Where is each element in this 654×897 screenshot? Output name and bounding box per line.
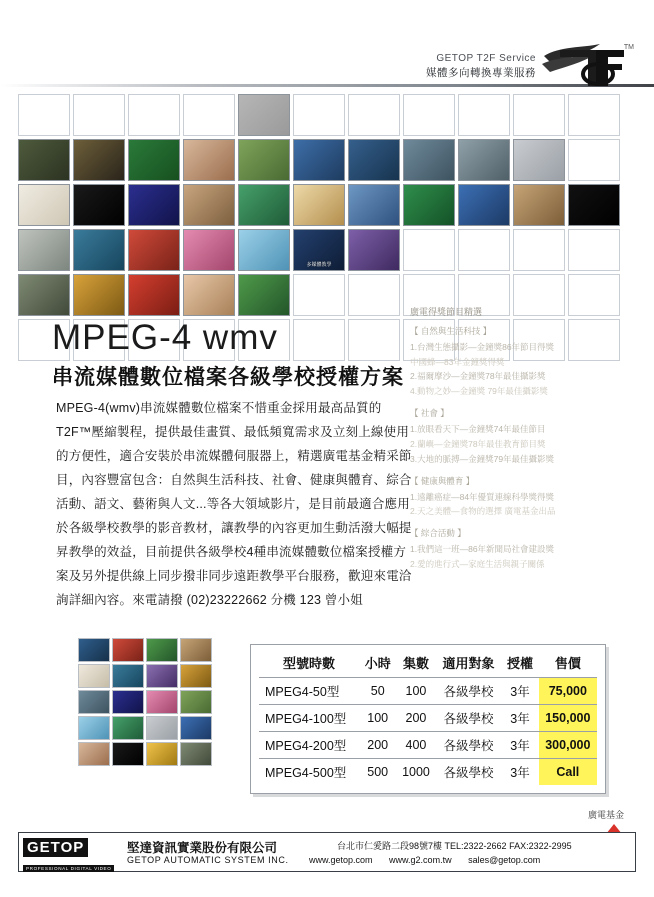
thumbnail-t-2-9 xyxy=(458,139,510,181)
thumbnail-t-3-5 xyxy=(238,184,290,226)
thumbnail-t-3-3 xyxy=(128,184,180,226)
thumbnail-row xyxy=(18,184,632,226)
column-header-hours: 小時 xyxy=(364,656,391,671)
awards-group-title: 【 綜合活動 】 xyxy=(410,528,466,539)
thumbnail-image xyxy=(184,140,234,180)
thumbnail-image xyxy=(569,95,619,135)
column-header-target: 適用對象 xyxy=(442,656,495,671)
awards-group xyxy=(410,324,620,399)
thumbnail-image xyxy=(404,140,454,180)
table-row xyxy=(259,732,597,759)
mini-thumbnail xyxy=(180,638,212,662)
thumbnail-t-1-5 xyxy=(238,94,290,136)
pricing-table xyxy=(250,644,606,794)
getop-logo xyxy=(23,838,119,875)
awards-item: 2.福爾摩沙—金鐘獎78年最佳攝影獎 xyxy=(410,371,546,382)
thumbnail-image xyxy=(459,230,509,270)
cell-license: 3年 xyxy=(501,705,538,732)
thumbnail-image xyxy=(74,230,124,270)
company-address: 台北市仁愛路二段98號7樓 TEL:2322-2662 FAX:2322-2995 xyxy=(337,841,572,851)
awards-group xyxy=(410,474,620,520)
thumbnail-row xyxy=(18,229,632,271)
thumbnail-t-3-4 xyxy=(183,184,235,226)
website-link-2[interactable]: www.g2.com.tw xyxy=(389,855,452,865)
thumbnail-image xyxy=(294,95,344,135)
thumbnail-image xyxy=(569,140,619,180)
brand-en-label: GETOP T2F Service xyxy=(436,53,536,64)
column-header-license: 授權 xyxy=(507,656,534,671)
thumbnail-t-2-2 xyxy=(73,139,125,181)
thumbnail-image xyxy=(404,185,454,225)
brand-cn-label: 媒體多向轉換專業服務 xyxy=(426,66,536,79)
thumbnail-t-2-7 xyxy=(348,139,400,181)
company-contacts xyxy=(309,855,554,865)
thumbnail-image xyxy=(514,95,564,135)
thumbnail-t-5-5 xyxy=(238,274,290,316)
thumbnail-t-3-6 xyxy=(293,184,345,226)
mini-thumbnail-row xyxy=(78,716,218,740)
thumbnail-image xyxy=(19,95,69,135)
thumbnail-t-5-4 xyxy=(183,274,235,316)
thumbnail-t-3-1 xyxy=(18,184,70,226)
awards-item: 1.我們這一班—86年新聞局社會建設獎 xyxy=(410,544,555,555)
thumbnail-image xyxy=(349,185,399,225)
thumbnail-t-1-10 xyxy=(513,94,565,136)
cell-license: 3年 xyxy=(501,678,538,705)
cell-model: MPEG4-200型 xyxy=(259,732,359,759)
thumbnail-image xyxy=(129,185,179,225)
column-header-price: 售價 xyxy=(554,656,581,671)
cell-price: 150,000 xyxy=(539,705,597,732)
mini-thumbnail xyxy=(146,716,178,740)
thumbnail-image xyxy=(514,230,564,270)
mini-thumbnail xyxy=(78,742,110,766)
thumbnail-image xyxy=(459,185,509,225)
thumbnail-image xyxy=(239,230,289,270)
thumbnail-image xyxy=(129,95,179,135)
thumbnail-image xyxy=(239,140,289,180)
mini-thumbnail xyxy=(112,664,144,688)
awards-group xyxy=(410,526,620,572)
table-row xyxy=(259,678,597,705)
thumbnail-image xyxy=(404,230,454,270)
thumbnail-t-2-4 xyxy=(183,139,235,181)
awards-item: 2.愛的進行式—家庭生活與親子關係 xyxy=(410,559,545,569)
awards-item: 3.大地的脈搏—金鐘獎79年最佳攝影獎 xyxy=(410,453,555,464)
mini-thumbnail xyxy=(112,716,144,740)
thumbnail-t-4-5 xyxy=(238,229,290,271)
mini-thumbnail xyxy=(180,742,212,766)
thumbnail-t-4-11 xyxy=(568,229,620,271)
thumbnail-image xyxy=(349,140,399,180)
table-row xyxy=(259,705,597,732)
thumbnail-image xyxy=(19,275,69,315)
thumbnail-t-3-8 xyxy=(403,184,455,226)
thumbnail-row xyxy=(18,94,632,136)
thumbnail-image xyxy=(294,140,344,180)
thumbnail-image xyxy=(349,275,399,315)
thumbnail-t-2-5 xyxy=(238,139,290,181)
thumbnail-row xyxy=(18,139,632,181)
thumbnail-t-4-9 xyxy=(458,229,510,271)
awards-title: 廣電得獎節目精選 xyxy=(410,307,483,317)
thumbnail-image xyxy=(74,185,124,225)
thumbnail-image xyxy=(19,185,69,225)
thumbnail-t-1-6 xyxy=(293,94,345,136)
thumbnail-t-1-1 xyxy=(18,94,70,136)
thumbnail-t-1-2 xyxy=(73,94,125,136)
getop-wordmark: GETOP xyxy=(23,838,88,857)
thumbnail-image xyxy=(184,95,234,135)
company-name-en: GETOP AUTOMATIC SYSTEM INC. xyxy=(127,855,289,865)
thumbnail-t-4-7 xyxy=(348,229,400,271)
cell-model: MPEG4-100型 xyxy=(259,705,359,732)
thumbnail-image xyxy=(129,275,179,315)
thumbnail-t-2-11 xyxy=(568,139,620,181)
cell-price: 75,000 xyxy=(539,678,597,705)
cell-license: 3年 xyxy=(501,732,538,759)
awards-item: 1.放眼看天下—金鐘獎74年最佳節目 xyxy=(410,424,546,434)
thumbnail-t-3-11 xyxy=(568,184,620,226)
thumbnail-t-1-9 xyxy=(458,94,510,136)
thumbnail-image xyxy=(294,275,344,315)
thumbnail-image xyxy=(294,185,344,225)
thumbnail-t-5-2 xyxy=(73,274,125,316)
mini-thumbnail-row xyxy=(78,664,218,688)
brand-block xyxy=(426,52,536,80)
mini-thumbnail xyxy=(112,742,144,766)
mini-thumbnail xyxy=(112,690,144,714)
mini-thumbnail xyxy=(78,690,110,714)
company-name-cn: 堅達資訊實業股份有限公司 xyxy=(127,841,278,855)
thumbnail-t-4-8 xyxy=(403,229,455,271)
cell-hours: 100 xyxy=(359,705,396,732)
table-row xyxy=(259,759,597,786)
awards-group-title: 【 健康與體育 】 xyxy=(410,475,475,486)
thumbnail-image xyxy=(569,185,619,225)
cell-target: 各級學校 xyxy=(436,732,502,759)
thumbnail-t-1-4 xyxy=(183,94,235,136)
mini-thumbnail xyxy=(180,716,212,740)
cell-target: 各級學校 xyxy=(436,705,502,732)
thumbnail-image xyxy=(19,140,69,180)
thumbnail-t-2-10 xyxy=(513,139,565,181)
thumbnail-image xyxy=(19,230,69,270)
thumbnail-image xyxy=(129,140,179,180)
thumbnail-t-2-3 xyxy=(128,139,180,181)
website-link-1[interactable]: www.getop.com xyxy=(309,855,373,865)
cell-episodes: 1000 xyxy=(396,759,435,786)
page-footer xyxy=(18,832,636,872)
thumbnail-image xyxy=(569,230,619,270)
thumbnail-image xyxy=(514,140,564,180)
page-subtitle: 串流媒體數位檔案各級學校授權方案 xyxy=(52,365,404,389)
cell-price: 300,000 xyxy=(539,732,597,759)
thumbnail-t-3-7 xyxy=(348,184,400,226)
thumbnail-t-1-7 xyxy=(348,94,400,136)
thumbnail-t-3-10 xyxy=(513,184,565,226)
t2f-logo-icon xyxy=(538,42,626,88)
awards-item: 2.蘭嶼—金鐘獎78年最佳教育節目獎 xyxy=(410,438,546,449)
thumbnail-t-4-6 xyxy=(293,229,345,271)
thumbnail-t-3-2 xyxy=(73,184,125,226)
cell-price: Call xyxy=(539,759,597,786)
mini-thumbnail xyxy=(146,664,178,688)
awards-item: 中國蜂—83年金鐘獎得獎 xyxy=(410,356,505,367)
awards-item: 1.台灣生態攝影—金鐘獎86年節目得獎 xyxy=(410,341,555,352)
thumbnail-t-2-6 xyxy=(293,139,345,181)
mini-thumbnail xyxy=(78,638,110,662)
body-paragraph: MPEG-4(wmv)串流媒體數位檔案不惜重金採用最高品質的T2F™壓縮製程，提供最佳畫質、最低頻寬需求及立刻上線使用的方便性，適合安裝於串流媒體伺服器上，精選廣電基金精采節目，內容豐富包含：自然與生活科技、社會、健康與體育、綜合活動、語文、藝術與人文...等各大領域影片，是目前最適合應用於各級學校教學的影音教材，讓教學的內容更加生動活潑大幅提昇教學的效益，目前提供各級學校4種串流媒體數位檔案授權方案及另外提供線上同步撥非同步遠距教學平台服務，歡迎來電洽詢詳細內容。來電請撥 (02)23222662 分機 123 曾小姐 xyxy=(56,401,412,607)
cell-target: 各級學校 xyxy=(436,759,502,786)
page-header xyxy=(0,0,654,92)
thumbnail-t-4-1 xyxy=(18,229,70,271)
mini-thumbnail xyxy=(146,742,178,766)
table-header-row xyxy=(259,651,597,678)
thumbnail-image xyxy=(129,230,179,270)
thumbnail-image xyxy=(514,185,564,225)
cell-episodes: 100 xyxy=(396,678,435,705)
cell-target: 各級學校 xyxy=(436,678,502,705)
thumbnail-t-5-1 xyxy=(18,274,70,316)
mini-thumbnail xyxy=(180,664,212,688)
cell-hours: 500 xyxy=(359,759,396,786)
thumbnail-t-1-8 xyxy=(403,94,455,136)
thumbnail-t-4-10 xyxy=(513,229,565,271)
cell-episodes: 400 xyxy=(396,732,435,759)
thumbnail-t-2-1 xyxy=(18,139,70,181)
mini-thumbnail-grid xyxy=(78,638,218,768)
thumbnail-t-2-8 xyxy=(403,139,455,181)
thumbnail-image xyxy=(239,185,289,225)
sponsor-label: 廣電基金 xyxy=(587,810,624,820)
thumbnail-image xyxy=(459,140,509,180)
thumbnail-image xyxy=(74,95,124,135)
thumbnail-image xyxy=(184,230,234,270)
awards-list xyxy=(410,305,620,579)
cell-model: MPEG4-500型 xyxy=(259,759,359,786)
thumbnail-image xyxy=(74,140,124,180)
email-link[interactable]: sales@getop.com xyxy=(468,855,541,865)
thumbnail-t-3-9 xyxy=(458,184,510,226)
awards-item: 4.動物之妙—金鐘獎 79年最佳攝影獎 xyxy=(410,386,548,397)
mini-thumbnail xyxy=(78,716,110,740)
thumbnail-caption: 多媒體教學 xyxy=(306,262,332,268)
awards-group xyxy=(410,406,620,467)
thumbnail-image xyxy=(74,275,124,315)
mini-thumbnail xyxy=(180,690,212,714)
thumbnail-image xyxy=(404,95,454,135)
mini-thumbnail xyxy=(78,664,110,688)
thumbnail-t-5-7 xyxy=(348,274,400,316)
thumbnail-t-4-2 xyxy=(73,229,125,271)
mini-thumbnail xyxy=(146,690,178,714)
cell-license: 3年 xyxy=(501,759,538,786)
getop-tagline: PROFESSIONAL DIGITAL VIDEO xyxy=(23,865,114,872)
awards-item: 2.天之美體—食物的選擇 廣電基金出品 xyxy=(410,506,556,517)
thumbnail-image xyxy=(349,230,399,270)
cell-episodes: 200 xyxy=(396,705,435,732)
thumbnail-t-5-3 xyxy=(128,274,180,316)
thumbnail-image xyxy=(459,95,509,135)
awards-item: 1.遠離癌症—84年優質連線科學獎得獎 xyxy=(410,491,555,502)
thumbnail-t-4-4 xyxy=(183,229,235,271)
thumbnail-t-4-3 xyxy=(128,229,180,271)
cell-hours: 50 xyxy=(359,678,396,705)
mini-thumbnail-row xyxy=(78,690,218,714)
mini-thumbnail xyxy=(112,638,144,662)
mini-thumbnail-row xyxy=(78,742,218,766)
thumbnail-t-1-11 xyxy=(568,94,620,136)
trademark-label: TM xyxy=(623,44,634,51)
column-header-model: 型號時數 xyxy=(283,656,336,671)
thumbnail-image xyxy=(184,185,234,225)
thumbnail-image xyxy=(184,275,234,315)
thumbnail-image xyxy=(239,95,289,135)
awards-group-title: 【 社會 】 xyxy=(410,408,449,419)
thumbnail-image xyxy=(349,95,399,135)
cell-model: MPEG4-50型 xyxy=(259,678,359,705)
column-header-episodes: 集數 xyxy=(402,656,429,671)
page-title: MPEG-4 wmv xyxy=(52,318,278,357)
mini-thumbnail xyxy=(146,638,178,662)
cell-hours: 200 xyxy=(359,732,396,759)
mini-thumbnail-row xyxy=(78,638,218,662)
thumbnail-image xyxy=(239,275,289,315)
thumbnail-t-1-3 xyxy=(128,94,180,136)
thumbnail-t-5-6 xyxy=(293,274,345,316)
awards-group-title: 【 自然與生活科技 】 xyxy=(410,325,492,336)
